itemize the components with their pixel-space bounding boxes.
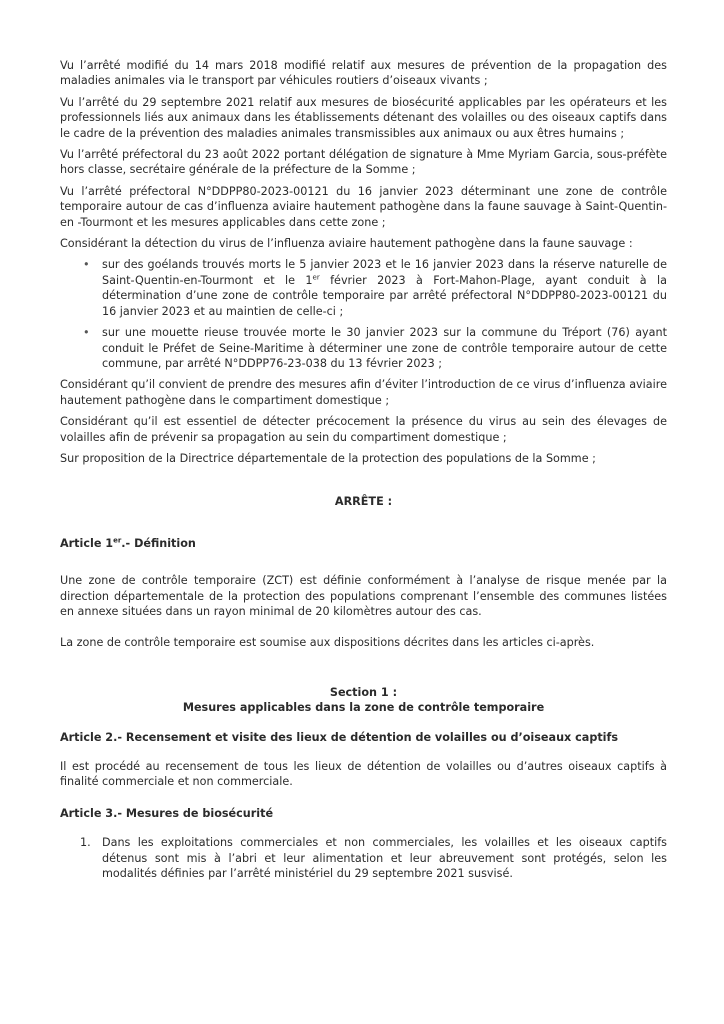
considerant-bullet-list	[60, 257, 667, 371]
bullet-item	[83, 257, 667, 319]
article2-title: Article 2.- Recensement et visite des lieux de détention de volailles ou d’oiseaux captifs	[60, 730, 619, 744]
article1-title: Article 1er.- Définition	[60, 536, 196, 550]
visa-paragraph: Vu l’arrêté préfectoral du 23 août 2022 portant délégation de signature à Mme Myriam Garcia, sous-préfète hors classe, secrétaire générale de la préfecture de la Somme ;	[60, 148, 667, 177]
bullet-item	[83, 325, 667, 371]
bullet-text: sur des goélands trouvés morts le 5 janvier 2023 et le 16 janvier 2023 dans la réserve naturelle de Saint-Quentin-en-Tourmont et le 1	[102, 258, 667, 287]
visa-paragraph: Vu l’arrêté préfectoral N°DDPP80-2023-00121 du 16 janvier 2023 déterminant une zone de contrôle temporaire autour de cas d’influenza aviaire hautement pathogène dans la faune sauvage à Saint-Quentin-en -Tourmont et les mesures applicables dans cette zone ;	[60, 184, 667, 229]
visa-paragraph: Vu l’arrêté du 29 septembre 2021 relatif aux mesures de biosécurité applicables par les opérateurs et les professionnels liés aux animaux dans les établissements détenant des volailles ou des oiseaux captifs dans le cadre de la prévention des maladies animales transmissibles aux animaux ou aux êtres humains ;	[60, 95, 667, 140]
section1-number: Section 1 :	[329, 685, 398, 699]
arrete-heading: ARRÊTE :	[334, 495, 393, 509]
article1-body-2: La zone de contrôle temporaire est soumise aux dispositions décrites dans les articles ci-après.	[60, 636, 595, 650]
section1-title: Mesures applicables dans la zone de contrôle temporaire	[182, 701, 545, 715]
section1-heading	[60, 685, 667, 716]
bullet-text: sur une mouette rieuse trouvée morte le 30 janvier 2023 sur la commune du Tréport (76) ayant conduit le Préfet de Seine-Maritime à déterminer une zone de contrôle temporaire autour de cette commune, par arrêté N°DDPP76-23-038 du 13 février 2023 ;	[102, 326, 667, 370]
considerant-intro: Considérant la détection du virus de l’influenza aviaire hautement pathogène dans la faune sauvage :	[60, 237, 633, 251]
bullet-icon: •	[83, 258, 90, 272]
bullet-text: février 2023 à Fort-Mahon-Plage, ayant conduit à la détermination d’une zone de contrôle temporaire par arrêté préfectoral N°DDPP80-2023-00121 du 16 janvier 2023 et au maintien de celle-ci ;	[102, 273, 667, 318]
article3-item	[60, 835, 667, 881]
bullet-icon: •	[83, 326, 90, 340]
considerant-paragraph: Considérant qu’il est essentiel de détecter précocement la présence du virus au sein des élevages de volailles afin de prévenir sa propagation au sein du compartiment domestique ;	[60, 415, 667, 444]
proposition-paragraph: Sur proposition de la Directrice départementale de la protection des populations de la Somme ;	[60, 451, 596, 465]
article3-title: Article 3.- Mesures de biosécurité	[60, 806, 274, 820]
visa-paragraph: Vu l’arrêté modifié du 14 mars 2018 modifié relatif aux mesures de prévention de la propagation des maladies animales via le transport par véhicules routiers d’oiseaux vivants ;	[60, 59, 667, 88]
superscript: er	[312, 273, 320, 282]
item-number: 1.	[80, 836, 91, 850]
article2-body: Il est procédé au recensement de tous les lieux de détention de volailles ou d’autres oiseaux captifs à finalité commerciale et non commerciale.	[60, 760, 667, 789]
considerant-paragraph: Considérant qu’il convient de prendre des mesures afin d’éviter l’introduction de ce virus d’influenza aviaire hautement pathogène dans le compartiment domestique ;	[60, 378, 667, 407]
item-text: Dans les exploitations commerciales et non commerciales, les volailles et les oiseaux captifs détenus sont mis à l’abri et leur alimentation et leur abreuvement sont protégés, selon les modalités définies par l’arrêté ministériel du 29 septembre 2021 susvisé.	[102, 836, 667, 881]
article1-body: Une zone de contrôle temporaire (ZCT) est définie conformément à l’analyse de risque menée par la direction départementale de la protection des populations comprenant l’ensemble des communes listées en annexe situées dans un rayon minimal de 20 kilomètres autour des cas.	[60, 574, 667, 618]
